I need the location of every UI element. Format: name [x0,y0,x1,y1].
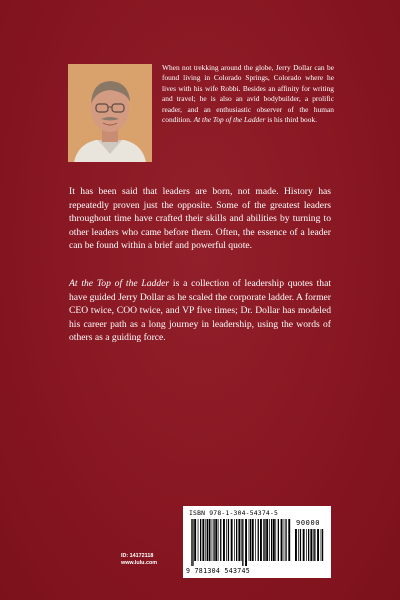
barcode-bar [300,529,301,561]
barcode-bar [231,519,233,561]
barcode-bar [241,519,242,561]
author-bio [162,63,334,125]
barcode-bar [303,529,305,561]
barcode-bar [220,519,221,561]
barcode-bar [192,519,193,566]
ean-digits: 9 781304 543745 [186,567,251,575]
barcode-bar [258,519,259,561]
isbn-label: ISBN 978-1-304-54374-5 [189,509,279,517]
barcode-bar [212,519,213,561]
barcode-bar [202,519,204,561]
barcode-bar [273,519,275,561]
barcode-bar [194,519,196,561]
barcode-bar [264,519,265,561]
barcode-bar [281,519,283,561]
author-photo [68,64,152,162]
barcode-bar [205,519,206,561]
barcode-bar [298,529,299,561]
barcode-bar [314,529,315,561]
barcode-bar [250,519,251,561]
barcode-bar [271,519,272,561]
barcode-bar [213,519,214,561]
barcode-bar [218,519,219,561]
barcode-bar [285,519,286,561]
barcode-bar [317,529,319,561]
barcode-bar [238,519,240,561]
barcode-bar [215,519,217,561]
barcode-bar [260,519,262,561]
barcode-bar [249,519,250,561]
author-portrait-image [68,64,152,162]
barcode-bar [245,519,247,566]
barcode-bar [209,519,211,561]
isbn-barcode [183,506,331,578]
bio-text-start: When not trekking around the globe, Jerry Dollar can be found living in Colorado Springs, Colorado where he lives with his wife Robbi. Besides an affinity for writing and travel; he is also an avid bodybuilder, a prolific reader, and an enthusiastic observer of the human condition. [162,63,334,125]
barcode-bar [207,519,208,561]
barcode-bar [322,529,323,561]
barcode-bar [242,519,243,566]
barcode-bar [191,519,192,566]
publisher-id: ID: 14172118 [121,553,154,559]
barcode-bar [263,519,264,561]
blurb-paragraph-2 [69,277,331,345]
barcode-bar [198,519,199,561]
barcode-bar [228,519,229,561]
publisher-info [121,553,157,567]
barcode-bar [308,529,309,561]
barcode-bar [269,519,270,561]
barcode-bar [255,519,256,561]
ean-barcode-bars [191,519,291,566]
barcode-bar [200,519,201,561]
price-code: 90000 [296,519,321,527]
barcode-bar [234,519,235,561]
barcode-bar [306,529,307,561]
barcode-bar [288,519,290,561]
barcode-bar [252,519,254,561]
barcode-bar [313,529,314,561]
barcode-bar [275,519,276,561]
bio-text-end: is his third book. [265,115,317,125]
barcode-bar [278,519,279,561]
blurb-paragraph-1: It has been said that leaders are born, not made. History has repeatedly proven just the opposite. Some of the greatest leaders throughout time have crafted their skills and abilities by turning to other leaders who came before them. Often, the essence of a leader can be found within a brief and powerful quote. [69,186,331,252]
barcode-bar [223,519,225,561]
bio-book-title: At the Top of the Ladder [193,115,266,125]
barcode-bar [295,529,297,561]
barcode-bar [266,519,268,561]
blurb-paragraph-2-text: is a collection of leadership quotes that have guided Jerry Dollar as he scaled the corporate ladder. A former CEO twice, COO twice, and VP five times; Dr. Dollar has modeled his career path as a long journey in leadership, using the words of others as a guiding force. [69,278,331,344]
blurb-book-title: At the Top of the Ladder [69,278,170,289]
barcode-bar [321,529,322,561]
barcode-bar [236,519,237,561]
barcode-bar [310,529,312,561]
publisher-url: www.lulu.com [121,560,158,566]
barcode-bar [284,519,285,561]
barcode-bar [226,519,227,561]
addon-barcode-bars [295,529,325,566]
